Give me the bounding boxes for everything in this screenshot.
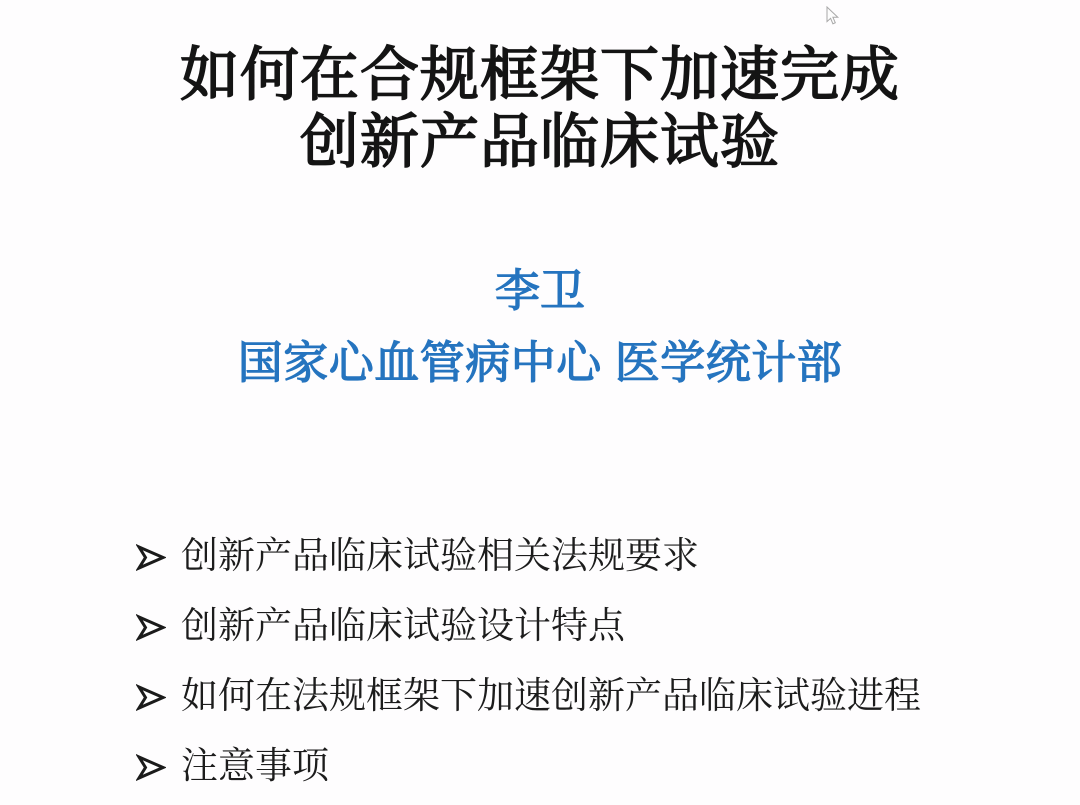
slide-title-line1: 如何在合规框架下加速完成 — [179, 42, 900, 108]
three-d-arrowhead-icon — [136, 614, 166, 641]
agenda-item-label: 注意事项 — [181, 746, 329, 787]
agenda-item-label: 创新产品临床试验设计特点 — [181, 606, 625, 647]
agenda-list — [136, 522, 921, 802]
three-d-arrowhead-icon — [136, 544, 166, 571]
agenda-item — [136, 592, 921, 662]
slide-title — [0, 42, 1080, 176]
author-name: 李卫 — [494, 265, 585, 316]
mouse-pointer-icon — [826, 6, 840, 26]
agenda-item — [136, 732, 921, 802]
agenda-item-label: 创新产品临床试验相关法规要求 — [181, 536, 699, 577]
agenda-item — [136, 662, 921, 732]
three-d-arrowhead-icon — [136, 754, 166, 781]
author-affiliation: 国家心血管病中心 医学统计部 — [237, 337, 843, 388]
slide-title-line2: 创新产品临床试验 — [299, 109, 780, 175]
three-d-arrowhead-icon — [136, 684, 166, 711]
agenda-item-label: 如何在法规框架下加速创新产品临床试验进程 — [181, 676, 921, 717]
agenda-item — [136, 522, 921, 592]
